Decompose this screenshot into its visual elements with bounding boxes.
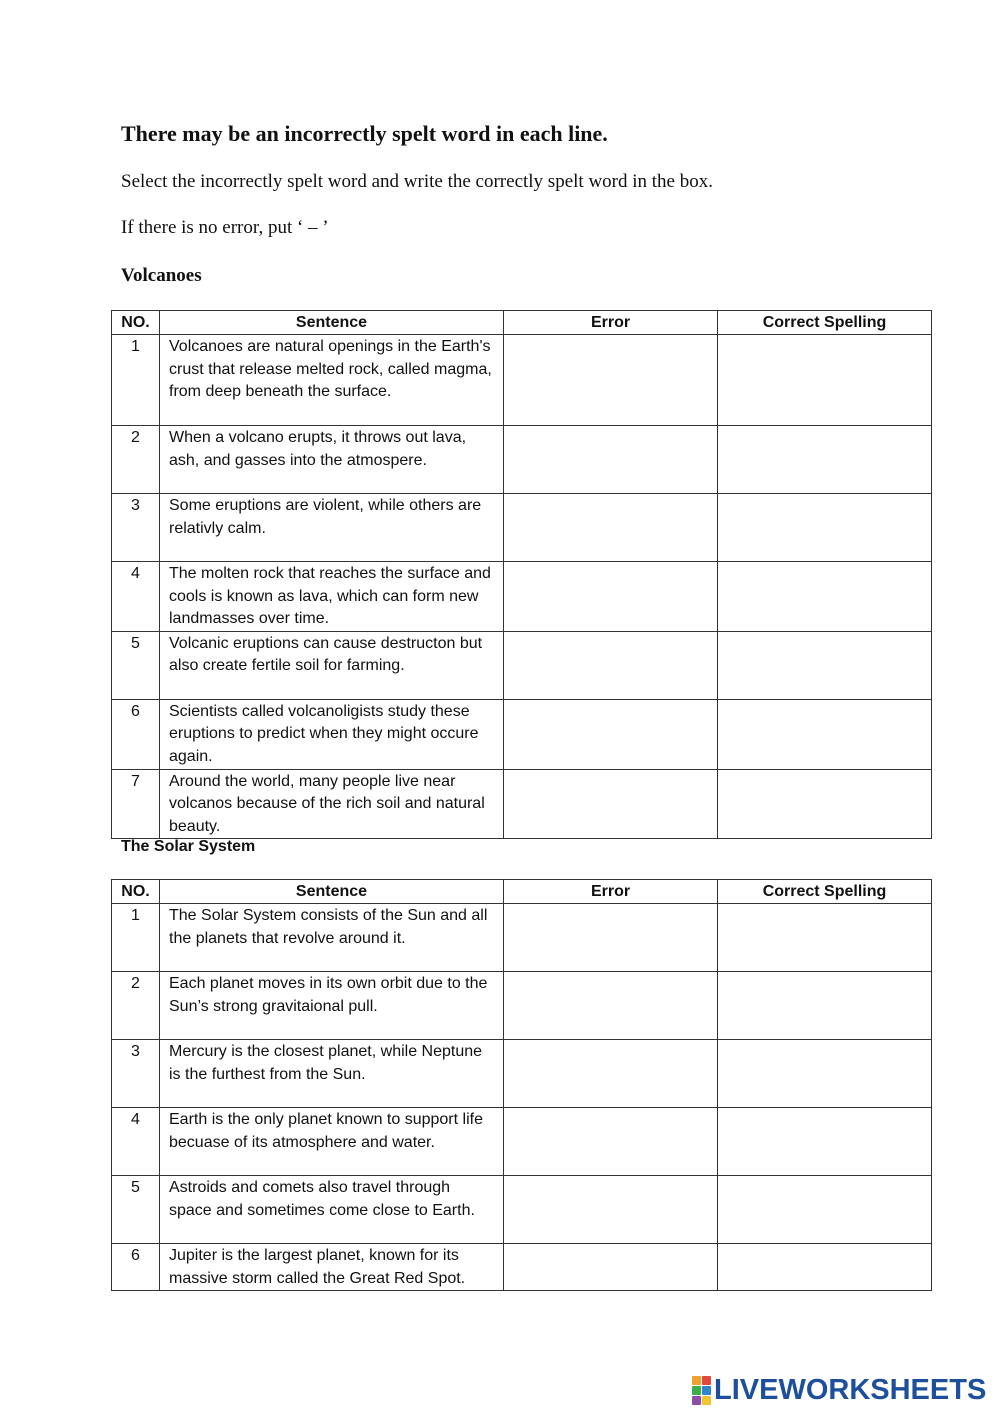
row-sentence: Volcanoes are natural openings in the Earth's crust that release melted rock, called magma, from deep beneath the surface. xyxy=(160,335,504,426)
row-number: 2 xyxy=(112,972,160,1040)
header-sentence: Sentence xyxy=(160,880,504,904)
table-row xyxy=(112,1244,932,1291)
table-row xyxy=(112,699,932,769)
row-number: 1 xyxy=(112,335,160,426)
correct-spelling-answer-box[interactable] xyxy=(718,335,932,426)
row-number: 6 xyxy=(112,1244,160,1291)
error-answer-box[interactable] xyxy=(504,904,718,972)
error-answer-box[interactable] xyxy=(504,699,718,769)
header-correct-spelling: Correct Spelling xyxy=(718,311,932,335)
row-number: 5 xyxy=(112,631,160,699)
table-row xyxy=(112,769,932,839)
row-sentence: The Solar System consists of the Sun and all the planets that revolve around it. xyxy=(160,904,504,972)
row-number: 6 xyxy=(112,699,160,769)
correct-spelling-answer-box[interactable] xyxy=(718,562,932,632)
error-answer-box[interactable] xyxy=(504,1040,718,1108)
table-header-row xyxy=(112,311,932,335)
table-row xyxy=(112,904,932,972)
instruction-select: Select the incorrectly spelt word and write the correctly spelt word in the box. xyxy=(121,171,713,192)
row-number: 4 xyxy=(112,1108,160,1176)
mark-block xyxy=(692,1376,701,1385)
correct-spelling-answer-box[interactable] xyxy=(718,769,932,839)
header-error: Error xyxy=(504,311,718,335)
solar-system-table xyxy=(111,879,932,1291)
row-sentence: Some eruptions are violent, while others are relativly calm. xyxy=(160,494,504,562)
row-sentence: Astroids and comets also travel through space and sometimes come close to Earth. xyxy=(160,1176,504,1244)
header-sentence: Sentence xyxy=(160,311,504,335)
instruction-no-error: If there is no error, put ‘ – ’ xyxy=(121,217,329,238)
row-sentence: Earth is the only planet known to support life becuase of its atmosphere and water. xyxy=(160,1108,504,1176)
table-row xyxy=(112,631,932,699)
section-title-volcanoes: Volcanoes xyxy=(121,265,202,286)
mark-block xyxy=(692,1396,701,1405)
correct-spelling-answer-box[interactable] xyxy=(718,904,932,972)
worksheet-heading: There may be an incorrectly spelt word in each line. xyxy=(121,121,608,146)
row-number: 2 xyxy=(112,426,160,494)
mark-block xyxy=(702,1376,711,1385)
row-number: 3 xyxy=(112,1040,160,1108)
header-no: NO. xyxy=(112,880,160,904)
correct-spelling-answer-box[interactable] xyxy=(718,1040,932,1108)
table-row xyxy=(112,562,932,632)
row-sentence: Each planet moves in its own orbit due to the Sun’s strong gravitaional pull. xyxy=(160,972,504,1040)
table-row xyxy=(112,972,932,1040)
row-sentence: Scientists called volcanoligists study these eruptions to predict when they might occure again. xyxy=(160,699,504,769)
header-error: Error xyxy=(504,880,718,904)
table-row xyxy=(112,335,932,426)
mark-block xyxy=(702,1396,711,1405)
header-correct-spelling: Correct Spelling xyxy=(718,880,932,904)
row-number: 3 xyxy=(112,494,160,562)
row-sentence: Mercury is the closest planet, while Neptune is the furthest from the Sun. xyxy=(160,1040,504,1108)
row-sentence: Around the world, many people live near volcanos because of the rich soil and natural beauty. xyxy=(160,769,504,839)
correct-spelling-answer-box[interactable] xyxy=(718,631,932,699)
table-row xyxy=(112,1040,932,1108)
error-answer-box[interactable] xyxy=(504,562,718,632)
row-sentence: Jupiter is the largest planet, known for its massive storm called the Great Red Spot. xyxy=(160,1244,504,1291)
correct-spelling-answer-box[interactable] xyxy=(718,1244,932,1291)
correct-spelling-answer-box[interactable] xyxy=(718,1108,932,1176)
error-answer-box[interactable] xyxy=(504,1176,718,1244)
correct-spelling-answer-box[interactable] xyxy=(718,699,932,769)
table-header-row xyxy=(112,880,932,904)
error-answer-box[interactable] xyxy=(504,972,718,1040)
row-sentence: When a volcano erupts, it throws out lava, ash, and gasses into the atmospere. xyxy=(160,426,504,494)
error-answer-box[interactable] xyxy=(504,426,718,494)
row-number: 1 xyxy=(112,904,160,972)
error-answer-box[interactable] xyxy=(504,1244,718,1291)
error-answer-box[interactable] xyxy=(504,494,718,562)
table-row xyxy=(112,494,932,562)
table-row xyxy=(112,426,932,494)
row-sentence: Volcanic eruptions can cause destructon but also create fertile soil for farming. xyxy=(160,631,504,699)
correct-spelling-answer-box[interactable] xyxy=(718,426,932,494)
row-number: 7 xyxy=(112,769,160,839)
table-row xyxy=(112,1108,932,1176)
row-number: 5 xyxy=(112,1176,160,1244)
correct-spelling-answer-box[interactable] xyxy=(718,972,932,1040)
row-number: 4 xyxy=(112,562,160,632)
table-row xyxy=(112,1176,932,1244)
liveworksheets-mark-icon xyxy=(692,1376,711,1405)
error-answer-box[interactable] xyxy=(504,1108,718,1176)
mark-block xyxy=(702,1386,711,1395)
volcanoes-table xyxy=(111,310,932,839)
row-sentence: The molten rock that reaches the surface and cools is known as lava, which can form new landmasses over time. xyxy=(160,562,504,632)
header-no: NO. xyxy=(112,311,160,335)
correct-spelling-answer-box[interactable] xyxy=(718,494,932,562)
error-answer-box[interactable] xyxy=(504,335,718,426)
section-title-solar-system: The Solar System xyxy=(121,838,256,855)
liveworksheets-logo xyxy=(692,1375,986,1405)
error-answer-box[interactable] xyxy=(504,769,718,839)
error-answer-box[interactable] xyxy=(504,631,718,699)
mark-block xyxy=(692,1386,701,1395)
correct-spelling-answer-box[interactable] xyxy=(718,1176,932,1244)
logo-text: LIVEWORKSHEETS xyxy=(714,1373,987,1406)
